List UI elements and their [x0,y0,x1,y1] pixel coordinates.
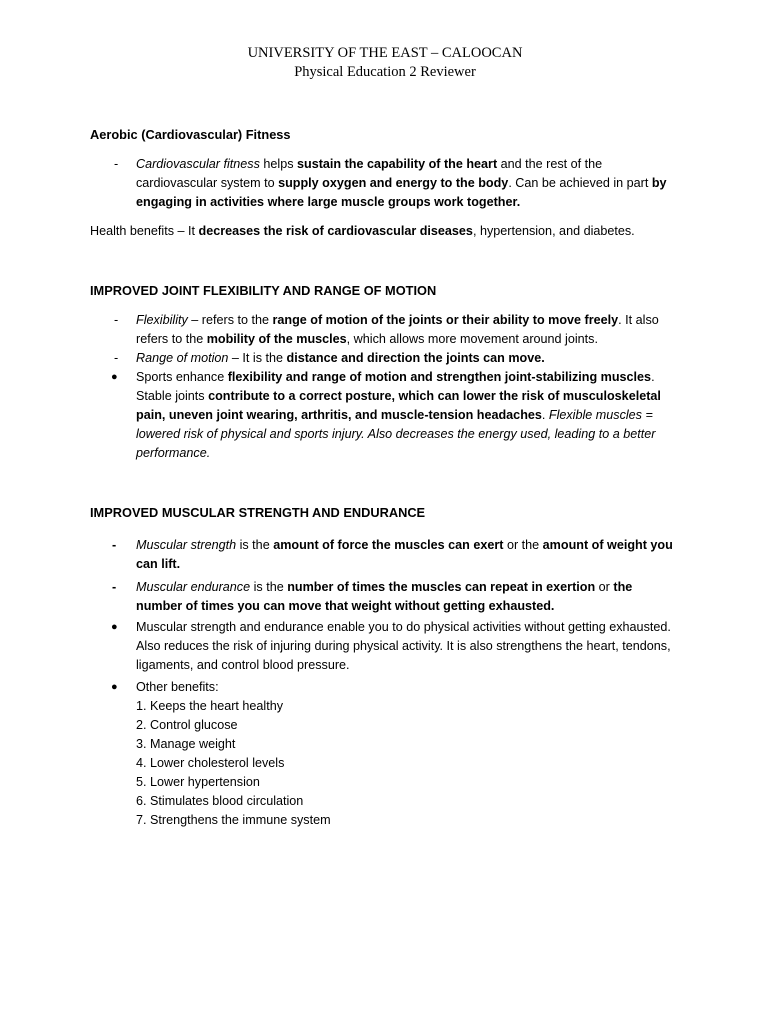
bullet-marker: ● [111,681,118,693]
flexibility-item-definition: - Flexibility – refers to the range of motion of the joints or their ability to move freely. It also refers to the mobility of the muscles, which allows more movement around joints. [114,313,659,346]
strength-item-muscular-strength: - Muscular strength is the amount of force the muscles can exert or the amount of weight you can lift. [112,538,673,571]
list-item: 6. Stimulates blood circulation [136,794,304,808]
dash-marker: - [114,351,119,365]
aerobic-item-cardiovascular: - Cardiovascular fitness helps sustain the capability of the heart and the rest of the cardiovascular system to supply oxygen and energy to the body. Can be achieved in part by engaging in activities where large muscle groups work together. [114,157,667,209]
strength-heading: IMPROVED MUSCULAR STRENGTH AND ENDURANCE [90,505,426,520]
flexibility-heading: IMPROVED JOINT FLEXIBILITY AND RANGE OF MOTION [90,283,437,298]
reviewer-subtitle: Physical Education 2 Reviewer [294,64,476,80]
aerobic-heading: Aerobic (Cardiovascular) Fitness [90,127,291,142]
other-benefits-label: Other benefits: [136,680,219,694]
university-title: UNIVERSITY OF THE EAST – CALOOCAN [247,45,523,61]
strength-item-benefits: ● Muscular strength and endurance enable you to do physical activities without getting exhausted. Also reduces the risk of injuring during physical activity. It is also strengthens the heart, tendons, ligaments, and control blood pressure. [111,620,671,672]
flexibility-item-range-of-motion: - Range of motion – It is the distance and direction the joints can move. [90,349,680,368]
bullet-marker: ● [111,371,118,383]
list-item: 7. Strengthens the immune system [136,813,331,827]
list-item: 1. Keeps the heart healthy [136,699,284,713]
bullet-marker: ● [111,621,118,633]
dash-marker: - [114,157,119,171]
dash-marker: - [112,580,117,594]
document-header [90,0,680,82]
list-item: 5. Lower hypertension [136,775,260,789]
dash-marker: - [114,313,119,327]
list-item: 4. Lower cholesterol levels [136,756,285,770]
list-item: 2. Control glucose [136,718,238,732]
flexibility-item-sports: ● Sports enhance flexibility and range of motion and strengthen joint-stabilizing muscles. Stable joints contribute to a correct posture, which can lower the risk of musculoskeletal pain, uneven joint wearing, arthritis, and muscle-tension headaches. Flexible muscles = lowered risk of physical and sports injury. Also decreases the energy used, leading to a better performance. [111,370,661,460]
health-benefits: Health benefits – It decreases the risk of cardiovascular diseases, hypertension, and diabetes. [90,224,635,238]
list-item: 3. Manage weight [136,737,236,751]
strength-item-other-benefits [90,678,680,830]
strength-item-muscular-endurance: - Muscular endurance is the number of times the muscles can repeat in exertion or the number of times you can move that weight without getting exhausted. [112,580,633,613]
dash-marker: - [112,538,117,552]
